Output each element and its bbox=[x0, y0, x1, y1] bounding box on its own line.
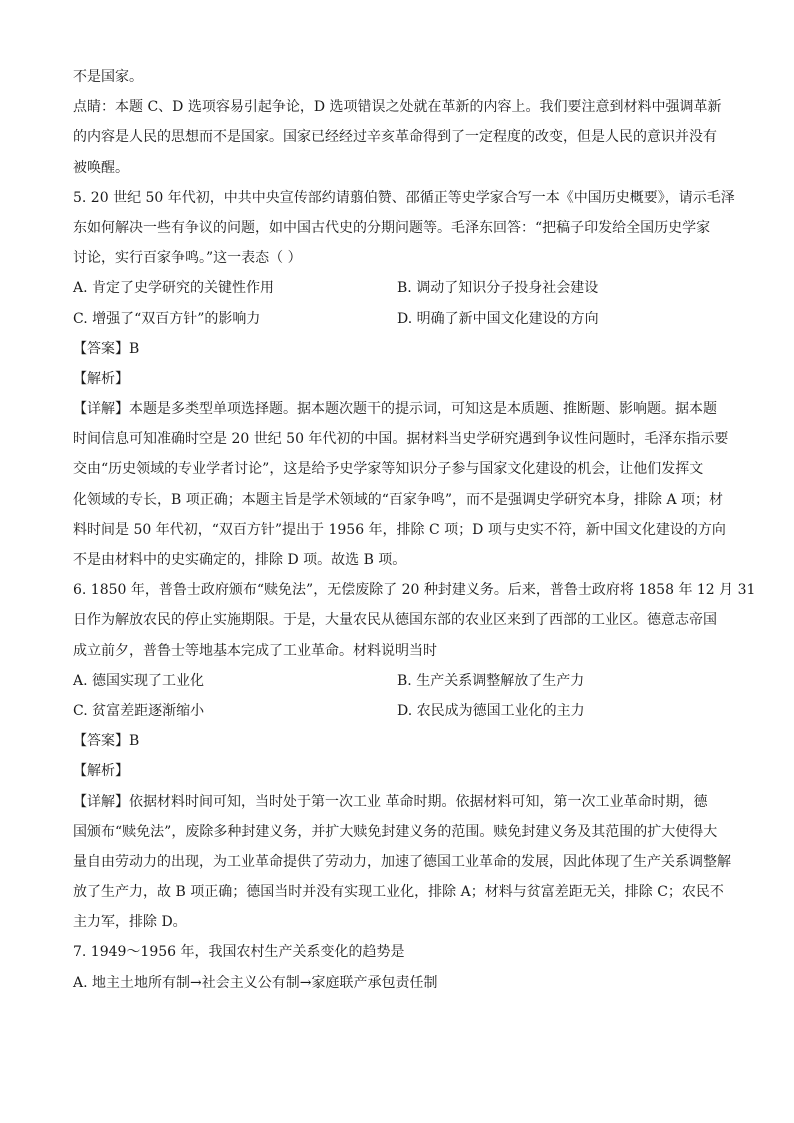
question-6-options-row bbox=[73, 666, 725, 696]
question-6-stem: 成立前夕，普鲁士等地基本完成了工业革命。材料说明当时 bbox=[73, 642, 437, 659]
answer-label: 【答案】B bbox=[73, 733, 140, 750]
option-d: D. 农民成为德国工业化的主力 bbox=[397, 702, 585, 719]
option-a: A. 肯定了史学研究的关键性作用 bbox=[73, 280, 275, 297]
question-5-stem: 东如何解决一些有争议的问题，如中国古代史的分期问题等。毛泽东回答：“把稿子印发给全国历史学家 bbox=[73, 219, 711, 236]
analysis-label: 【解析】 bbox=[73, 763, 129, 780]
option-a: A. 地主土地所有制→社会主义公有制→家庭联产承包责任制 bbox=[73, 974, 438, 991]
option-a: A. 德国实现了工业化 bbox=[73, 672, 205, 689]
question-6-stem: 6. 1850 年，普鲁士政府颁布“赎免法”，无偿废除了 20 种封建义务。后来，普鲁士政府将 1858 年 12 月 31 bbox=[73, 582, 756, 599]
explanation-line: 国颁布“赎免法”，废除多种封建义务，并扩大赎免封建义务的范围。赎免封建义务及其范围的扩大使得大 bbox=[73, 823, 718, 840]
question-6-stem: 日作为解放农民的停止实施期限。于是，大量农民从德国东部的农业区来到了西部的工业区。德意志帝国 bbox=[73, 612, 717, 629]
option-d: D. 明确了新中国文化建设的方向 bbox=[397, 310, 599, 327]
question-7-stem: 7. 1949～1956 年，我国农村生产关系变化的趋势是 bbox=[73, 944, 405, 961]
question-6-options-row bbox=[73, 696, 725, 726]
question-5-options-row bbox=[73, 273, 725, 303]
text-line: 被唤醒。 bbox=[73, 159, 129, 176]
explanation-line: 【详解】依据材料时间可知，当时处于第一次工业 革命时期。依据材料可知，第一次工业革命时期，德 bbox=[73, 793, 708, 810]
question-5-stem: 5. 20 世纪 50 年代初，中共中央宣传部约请翦伯赞、邵循正等史学家合写一本《中国历史概要》，请示毛泽 bbox=[73, 189, 735, 206]
explanation-line: 交由“历史领域的专业学者讨论”，这是给予史学家等知识分子参与国家文化建设的机会，让他们发挥文 bbox=[73, 461, 704, 478]
explanation-line: 放了生产力，故 B 项正确；德国当时并没有实现工业化，排除 A；材料与贫富差距无关，排除 C；农民不 bbox=[73, 884, 724, 901]
option-b: B. 调动了知识分子投身社会建设 bbox=[397, 280, 599, 297]
option-b: B. 生产关系调整解放了生产力 bbox=[397, 672, 585, 689]
document-body bbox=[73, 62, 756, 998]
answer-label: 【答案】B bbox=[73, 340, 140, 357]
question-5-options-row bbox=[73, 304, 725, 334]
text-line: 不是国家。 bbox=[73, 69, 143, 85]
explanation-line: 【详解】本题是多类型单项选择题。据本题次题干的提示词，可知这是本质题、推断题、影响题。据本题 bbox=[73, 401, 717, 418]
text-line: 点睛：本题 C、D 选项容易引起争论，D 选项错误之处就在革新的内容上。我们要注意到材料中强调革新 bbox=[73, 99, 722, 116]
explanation-line: 料时间是 50 年代初，“双百方针”提出于 1956 年，排除 C 项；D 项与史实不符，新中国文化建设的方向 bbox=[73, 521, 726, 538]
option-c: C. 增强了“双百方针”的影响力 bbox=[73, 310, 261, 327]
explanation-line: 化领域的专长，B 项正确；本题主旨是学术领域的“百家争鸣”，而不是强调史学研究本身，排除 A 项；材 bbox=[73, 491, 724, 508]
question-5-stem: 讨论，实行百家争鸣。”这一表态（ ） bbox=[73, 250, 302, 267]
explanation-line: 时间信息可知准确时空是 20 世纪 50 年代初的中国。据材料当史学研究遇到争议性问题时，毛泽东指示要 bbox=[73, 431, 729, 448]
explanation-line: 量自由劳动力的出现，为工业革命提供了劳动力，加速了德国工业革命的发展，因此体现了生产关系调整解 bbox=[73, 853, 731, 870]
explanation-line: 主力军，排除 D。 bbox=[73, 914, 187, 931]
text-line: 的内容是人民的思想而不是国家。国家已经经过辛亥革命得到了一定程度的改变，但是人民的意识并没有 bbox=[73, 129, 717, 146]
option-c: C. 贫富差距逐渐缩小 bbox=[73, 702, 205, 719]
explanation-line: 不是由材料中的史实确定的，排除 D 项。故选 B 项。 bbox=[73, 552, 407, 568]
analysis-label: 【解析】 bbox=[73, 370, 129, 387]
